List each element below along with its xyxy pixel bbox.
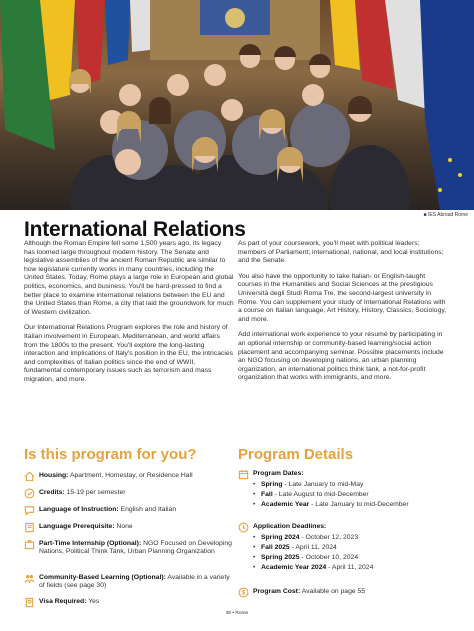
right-column — [238, 240, 448, 390]
row-label: Visa Required: — [39, 598, 87, 605]
info-row-community-learning — [24, 574, 232, 591]
application-deadlines-label: Application Deadlines: — [253, 523, 327, 530]
house-icon — [24, 471, 35, 482]
row-label: Part-Time Internship (Optional): — [39, 540, 142, 547]
camera-icon: ■ — [423, 212, 428, 218]
row-value: Available in a variety of fields (see page 30) — [39, 574, 230, 590]
credits-icon — [24, 488, 35, 499]
row-value: Yes — [86, 598, 100, 605]
row-value: 15-19 per semester — [64, 489, 126, 496]
program-cost-label: Program Cost: — [253, 588, 301, 595]
application-deadlines-list — [253, 533, 373, 573]
paragraph: You also have the opportunity to take Italian- or English-taught courses in the Humanities and Social Sciences at the prestigious Università degli Studi Roma Tre, the second-largest university in Rome. You can supplement your study of International Relations with a course on Italian language, Art History, History, Classics, Sociology, and more. — [238, 272, 447, 323]
info-row-language-prereq — [24, 523, 232, 533]
list-item: • Academic Year 2024 - April 11, 2024 — [253, 563, 373, 573]
page-title: International Relations — [24, 218, 246, 241]
program-dates-list — [253, 480, 409, 510]
group-photo-illustration — [0, 0, 474, 210]
photo-credit-text: IES Abroad Rome — [427, 212, 468, 218]
list-item: • Spring 2025 - October 10, 2024 — [253, 553, 373, 563]
list-item: • Spring 2024 - October 12, 2023 — [253, 533, 373, 543]
program-cost-row — [238, 588, 450, 598]
info-row-credits — [24, 489, 232, 499]
speech-icon — [24, 505, 35, 516]
row-value: English and Italian — [118, 506, 177, 513]
row-label: Housing: — [39, 472, 69, 479]
passport-icon — [24, 597, 35, 608]
briefcase-icon — [24, 539, 35, 550]
dollar-icon — [238, 587, 249, 598]
program-dates-block — [238, 470, 450, 510]
row-label: Community-Based Learning (Optional): — [39, 574, 166, 581]
row-value: Apartment, Homestay, or Residence Hall — [68, 472, 193, 479]
row-label: Language Prerequisite: — [39, 523, 115, 530]
list-item: • Spring - Late January to mid-May — [253, 480, 409, 490]
calendar-icon — [238, 469, 249, 480]
info-row-internship — [24, 540, 232, 557]
info-row-visa — [24, 598, 232, 608]
page-footer: 36 • Rome — [225, 611, 249, 616]
list-item: • Fall - Late August to mid-December — [253, 490, 409, 500]
info-row-language-instruction — [24, 506, 232, 516]
row-label: Credits: — [39, 489, 65, 496]
list-item: • Academic Year - Late January to mid-December — [253, 500, 409, 510]
program-cost-value: Available on page 55 — [300, 588, 366, 595]
row-value: None — [114, 523, 133, 530]
book-icon — [24, 522, 35, 533]
row-label: Language of Instruction: — [39, 506, 119, 513]
photo-credit — [424, 212, 468, 218]
paragraph: Add international work experience to your résumé by participating in an optional internship or community-based learning/social action placement and accompanying seminar. Possible placements include an NGO focusing on developing nations, an urban planning organization, an international politics think tank, a not-for-profit organization that works with immigrants, and more. — [238, 331, 444, 382]
application-deadlines-block — [238, 523, 450, 573]
paragraph: Our International Relations Program explores the role and history of Italian involvement in European, Mediterranean, and world affairs from the 1800s to the present. You'll explore the long-lasting interaction and implications of Italy's position in the EU, the intricacies and complexities of Italian politics since the end of WWII, fundamental contemporary issues such as terrorism and mass migration, and more. — [24, 324, 234, 383]
list-item: • Fall 2025 - April 11, 2024 — [253, 543, 373, 553]
paragraph: As part of your coursework, you'll meet with political leaders; members of Parliament; international, national, and local institutions; and the Senate. — [238, 240, 444, 265]
left-column — [24, 240, 234, 392]
section-heading-details: Program Details — [238, 446, 354, 463]
people-icon — [24, 573, 35, 584]
svg-text:$: $ — [241, 589, 246, 597]
row-value: NGO Focused on Developing Nations, Political Think Tank, Urban Planning Organization — [39, 540, 232, 556]
section-heading-fit: Is this program for you? — [24, 446, 197, 463]
program-dates-label: Program Dates: — [253, 470, 304, 477]
info-row-housing — [24, 472, 232, 482]
clock-icon — [238, 522, 249, 533]
paragraph: Although the Roman Empire fell some 1,500 years ago, its legacy has loomed large throughout modern history. The Senate and legislative assemblies of the ancient Roman Republic are similar to how legislature currently works in many countries, including the United States. Today, Rome plays a large role in European and global politics, economics, and business. You'll be hard-pressed to find a better place to examine international relations between the EU and the United States than Rome, a city that laid the groundwork for much of Western civilization. — [24, 240, 234, 316]
group-photo — [0, 0, 474, 210]
